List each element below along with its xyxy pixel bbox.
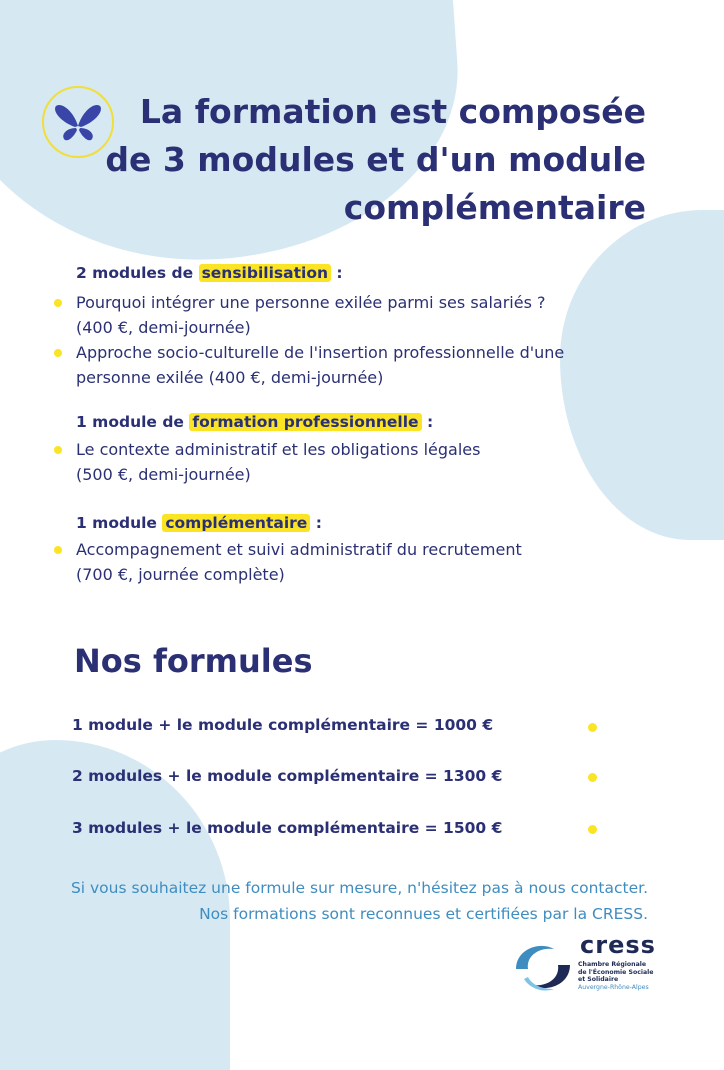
yellow-dot-icon	[54, 446, 62, 454]
cress-swirl-icon	[510, 935, 576, 999]
section-highlight: formation professionnelle	[189, 413, 421, 431]
section-highlight: complémentaire	[162, 514, 310, 532]
yellow-dot-icon	[588, 723, 597, 732]
section-highlight: sensibilisation	[199, 264, 331, 282]
cress-region: Auvergne-Rhône-Alpes	[578, 984, 649, 991]
formula-item: 2 modules + le module complémentaire = 1300 €	[72, 767, 503, 785]
section-prefix: 1 module de	[76, 413, 190, 431]
item-text: Pourquoi intégrer une personne exilée parmi ses salariés ?	[76, 293, 546, 312]
page-title	[86, 88, 646, 232]
formulas-title: Nos formules	[74, 642, 313, 680]
section-prefix: 2 modules de	[76, 264, 199, 282]
yellow-dot-icon	[54, 299, 62, 307]
item-detail: (400 €, demi-journée)	[76, 318, 251, 337]
section-heading-sensibilisation	[76, 264, 343, 282]
list-item	[58, 340, 658, 390]
list-item	[58, 437, 658, 487]
yellow-dot-icon	[588, 773, 597, 782]
yellow-dot-icon	[588, 825, 597, 834]
cress-subtitle: Chambre Régionale de l'Économie Sociale et Solidaire	[578, 961, 654, 983]
item-detail: personne exilée (400 €, demi-journée)	[76, 368, 384, 387]
item-detail: (500 €, demi-journée)	[76, 465, 251, 484]
cress-logo	[510, 931, 660, 999]
list-item	[58, 290, 658, 340]
background-blob-left	[0, 740, 230, 1070]
item-text: Le contexte administratif et les obligations légales	[76, 440, 481, 459]
title-line-1: La formation est composée	[139, 92, 646, 131]
cress-wordmark: cress	[580, 931, 656, 959]
item-text: Approche socio-culturelle de l'insertion professionnelle d'une	[76, 343, 565, 362]
formula-item: 3 modules + le module complémentaire = 1500 €	[72, 819, 503, 837]
title-line-2: de 3 modules et d'un module	[105, 140, 646, 179]
footer-certification-text: Nos formations sont reconnues et certifiées par la CRESS.	[199, 905, 648, 923]
formula-item: 1 module + le module complémentaire = 1000 €	[72, 716, 494, 734]
yellow-dot-icon	[54, 546, 62, 554]
item-detail: (700 €, journée complète)	[76, 565, 285, 584]
section-suffix: :	[310, 514, 322, 532]
section-heading-formation-professionnelle	[76, 413, 433, 431]
section-prefix: 1 module	[76, 514, 163, 532]
list-item	[58, 537, 658, 587]
section-heading-complementaire	[76, 514, 322, 532]
section-suffix: :	[331, 264, 343, 282]
footer-contact-text: Si vous souhaitez une formule sur mesure, n'hésitez pas à nous contacter.	[70, 879, 648, 897]
item-text: Accompagnement et suivi administratif du recrutement	[76, 540, 522, 559]
yellow-dot-icon	[54, 349, 62, 357]
title-line-3: complémentaire	[343, 188, 646, 227]
section-suffix: :	[421, 413, 434, 431]
